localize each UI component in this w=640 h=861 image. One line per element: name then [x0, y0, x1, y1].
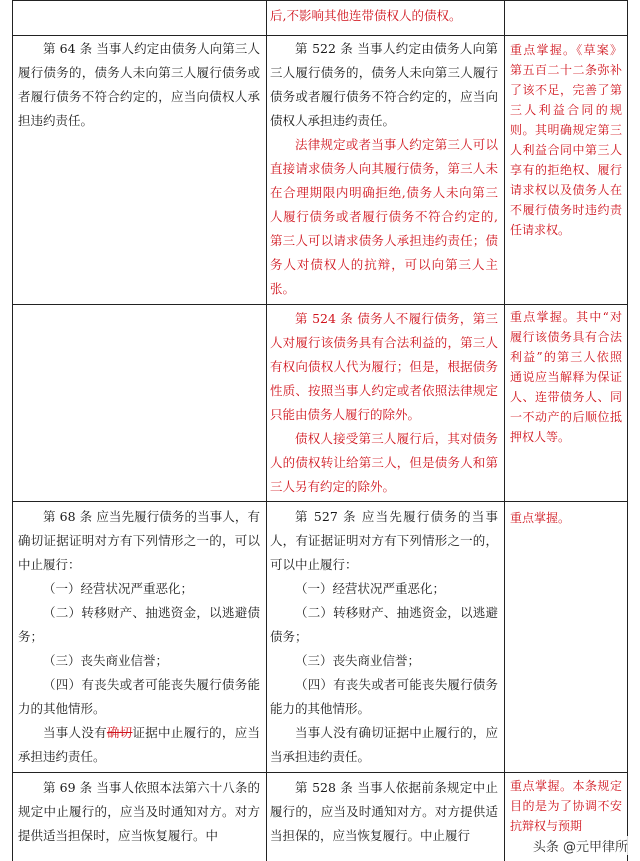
commentary-text: 重点掌握。本条规定目的是为了协调不安抗辩权与预期 — [510, 779, 622, 833]
column-divider-2 — [504, 0, 505, 861]
article-paragraph: 第 527 条 应当先履行债务的当事人，有证据证明对方有下列情形之一的，可以中止履行： — [270, 509, 498, 572]
article-paragraph-added: 法律规定或者当事人约定第三人可以直接请求债务人向其履行债务，第三人未在合理期限内明确拒绝,债务人未向第三人履行债务或者履行债务不符合约定的,第三人可以请求债务人承担违约责任；债务人对债权人的抗辩，可以向第三人主张。 — [270, 137, 498, 296]
text-fragment: 证据中止履行的，应当承担违约责任。 — [18, 725, 260, 764]
row-3-commentary — [510, 508, 622, 528]
article-paragraph-added: 债权人接受第三人履行后，其对债务人的债权转让给第三人，但是债务人和第三人另有约定的除外。 — [270, 431, 498, 494]
row-4-new-law — [270, 776, 498, 861]
row-divider — [12, 772, 628, 773]
row-1-commentary — [510, 40, 622, 240]
list-item: （四）有丧失或者可能丧失履行债务能力的其他情形。 — [270, 677, 498, 716]
row-1-new-law — [270, 37, 498, 301]
list-item: （二）转移财产、抽逃资金，以逃避债务； — [18, 605, 260, 644]
list-item: （二）转移财产、抽逃资金，以逃避债务； — [270, 605, 498, 644]
row-3-new-law — [270, 505, 498, 769]
list-item: （三）丧失商业信誉； — [43, 653, 169, 668]
article-paragraph-added: 第 524 条 债务人不履行债务，第三人对履行该债务具有合法利益的，第三人有权向债权人代为履行；但是，根据债务性质、按照当事人约定或者依照法律规定只能由债务人履行的除外。 — [270, 311, 498, 422]
article-paragraph — [18, 721, 260, 769]
text-fragment: 当事人没有 — [43, 725, 107, 740]
column-divider-1 — [266, 0, 267, 861]
row-divider — [12, 0, 628, 1]
row-divider — [12, 501, 628, 502]
row-0-new-law — [270, 4, 498, 28]
list-item: （一）经营状况严重恶化； — [295, 581, 446, 596]
table-border-left — [12, 0, 13, 861]
commentary-text: 重点掌握。《草案》第五百二十二条弥补了该不足，完善了第三人利益合同的规则。其明确规定第三人利益合同中第三人享有的拒绝权、履行请求权以及债务人在不履行债务时违约责任请求权。 — [510, 43, 622, 237]
row-2-new-law — [270, 307, 498, 499]
article-paragraph: 后,不影响其他连带债权人的债权。 — [270, 8, 462, 23]
article-paragraph: 第 68 条 应当先履行债务的当事人，有确切证据证明对方有下列情形之一的，可以中止履行： — [18, 509, 260, 572]
row-divider — [12, 304, 628, 305]
article-paragraph: 当事人没有确切证据中止履行的，应当承担违约责任。 — [270, 725, 498, 764]
row-4-old-law — [18, 776, 260, 861]
deleted-text: 确切 — [106, 725, 133, 740]
source-watermark: 头条 @元甲律所 — [531, 836, 630, 855]
commentary-text: 重点掌握。 — [510, 511, 571, 525]
article-paragraph: 第 64 条 当事人约定由债务人向第三人履行债务的，债务人未向第三人履行债务或者履行债务不符合约定的，应当向债权人承担违约责任。 — [18, 41, 260, 128]
row-2-commentary — [510, 307, 622, 447]
row-divider — [12, 35, 628, 36]
article-paragraph: 第 528 条 当事人依据前条规定中止履行的，应当及时通知对方。对方提供适当担保的，应当恢复履行。中止履行 — [270, 780, 498, 843]
row-3-old-law — [18, 505, 260, 769]
article-paragraph: 第 69 条 当事人依照本法第六十八条的规定中止履行的，应当及时通知对方。对方提供适当担保时，应当恢复履行。中 — [18, 780, 260, 843]
list-item: （四）有丧失或者可能丧失履行债务能力的其他情形。 — [18, 677, 260, 716]
article-paragraph: 第 522 条 当事人约定由债务人向第三人履行债务的，债务人未向第三人履行债务或者履行债务不符合约定的，应当向债权人承担违约责任。 — [270, 41, 498, 128]
commentary-text: 重点掌握。其中“对履行该债务具有合法利益”的第三人依照通说应当解释为保证人、连带债务人、同一不动产的后顺位抵押权人等。 — [510, 310, 622, 444]
list-item: （一）经营状况严重恶化； — [43, 581, 194, 596]
table-border-right — [627, 0, 628, 861]
row-1-old-law — [18, 37, 260, 133]
list-item: （三）丧失商业信誉； — [295, 653, 421, 668]
